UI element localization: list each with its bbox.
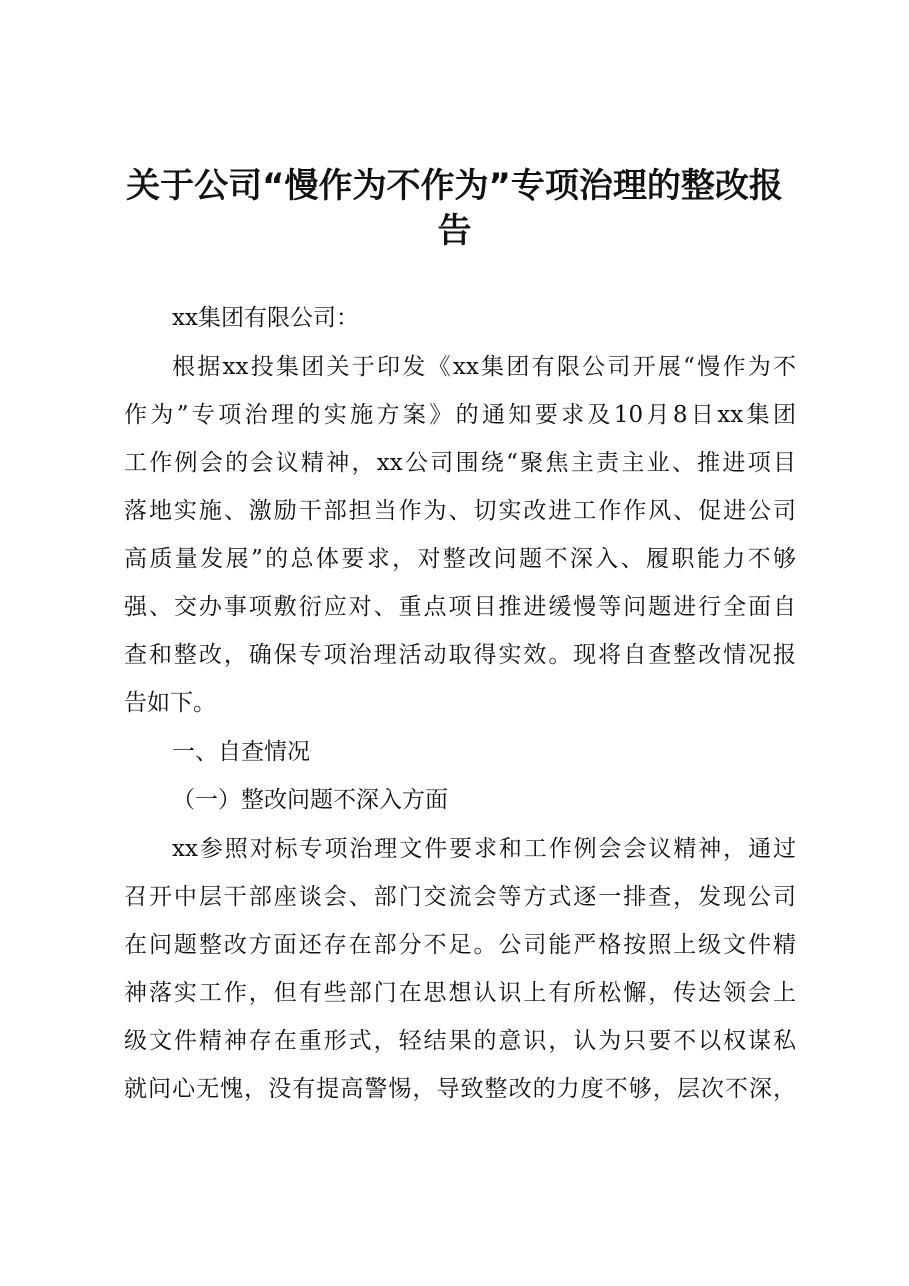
document-title-line-1: 关于公司“慢作为不作为”专项治理的整改报 bbox=[126, 166, 783, 206]
salutation: xx集团有限公司： bbox=[172, 305, 359, 331]
paragraph-1-line: 告如下。 bbox=[124, 690, 216, 716]
subsection-heading: （一）整改问题不深入方面 bbox=[172, 787, 448, 813]
paragraph-2-line: 级文件精神存在重形式，轻结果的意识，认为只要不以权谋私 bbox=[124, 1028, 796, 1054]
section-heading: 一、自查情况 bbox=[172, 739, 310, 765]
paragraph-2-line: 在问题整改方面还存在部分不足。公司能严格按照上级文件精 bbox=[124, 932, 796, 958]
paragraph-1-line: 根据xx投集团关于印发《xx集团有限公司开展“慢作为不 bbox=[172, 354, 796, 380]
paragraph-1-line: 落地实施、激励干部担当作为、切实改进工作作风、促进公司 bbox=[124, 498, 796, 524]
paragraph-1-line: 高质量发展”的总体要求，对整改问题不深入、履职能力不够 bbox=[124, 546, 796, 572]
paragraph-1-line: 查和整改，确保专项治理活动取得实效。现将自查整改情况报 bbox=[124, 642, 796, 668]
paragraph-2-line: xx参照对标专项治理文件要求和工作例会会议精神，通过 bbox=[172, 836, 796, 862]
paragraph-2-line: 就问心无愧，没有提高警惕，导致整改的力度不够，层次不深， bbox=[124, 1076, 796, 1102]
document-title-line-2: 告 bbox=[437, 211, 472, 251]
paragraph-1-line: 工作例会的会议精神，xx公司围绕“聚焦主责主业、推进项目 bbox=[124, 450, 796, 476]
paragraph-2-line: 召开中层干部座谈会、部门交流会等方式逐一排查，发现公司 bbox=[124, 884, 796, 910]
paragraph-1-line: 强、交办事项敷衍应对、重点项目推进缓慢等问题进行全面自 bbox=[124, 594, 796, 620]
paragraph-1-line: 作为”专项治理的实施方案》的通知要求及10月8日xx集团 bbox=[124, 402, 796, 428]
paragraph-2-line: 神落实工作，但有些部门在思想认识上有所松懈，传达领会上 bbox=[124, 980, 796, 1006]
